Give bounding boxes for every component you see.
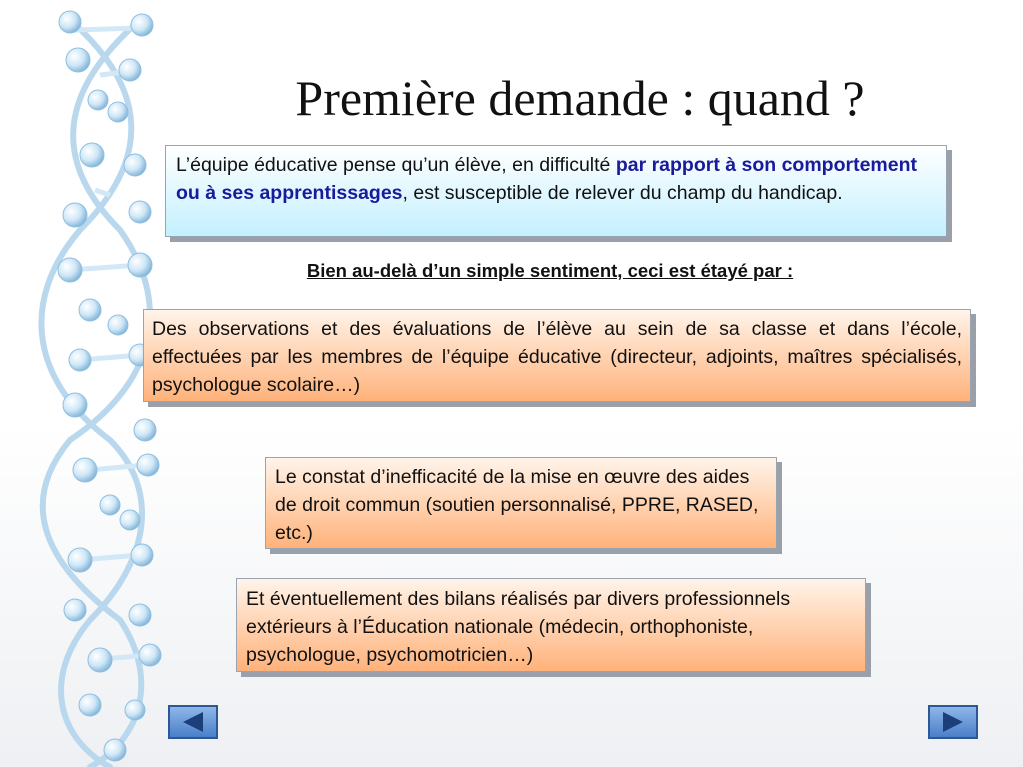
intro-box xyxy=(165,145,947,237)
arrow-left-icon xyxy=(170,707,216,737)
evidence-box-common-aids: Le constat d’inefficacité de la mise en œuvre des aides de droit commun (soutien personnalisé, PPRE, RASED, etc.) xyxy=(265,457,777,549)
evidence-box-observations: Des observations et des évaluations de l’élève au sein de sa classe et dans l’école, effectuées par les membres de l’équipe éducative (directeur, adjoints, maîtres spécialisés, psychologue scolaire…) xyxy=(143,309,971,402)
intro-text-before: L’équipe éducative pense qu’un élève, en difficulté xyxy=(176,154,616,176)
intro-highlight: par rapport à son comportement ou à ses apprentissages xyxy=(176,154,918,204)
slide-subtitle: Bien au-delà d’un simple sentiment, ceci est étayé par : xyxy=(306,260,794,281)
arrow-right-icon xyxy=(930,707,976,737)
next-slide-button[interactable] xyxy=(928,705,978,739)
previous-slide-button[interactable] xyxy=(168,705,218,739)
evidence-box-external-assessments: Et éventuellement des bilans réalisés par divers professionnels extérieurs à l’Éducation nationale (médecin, orthophoniste, psychologue, psychomotricien…) xyxy=(236,578,866,672)
intro-text-after: , est susceptible de relever du champ du handicap. xyxy=(402,182,843,204)
slide-title: Première demande : quand ? xyxy=(295,70,865,126)
